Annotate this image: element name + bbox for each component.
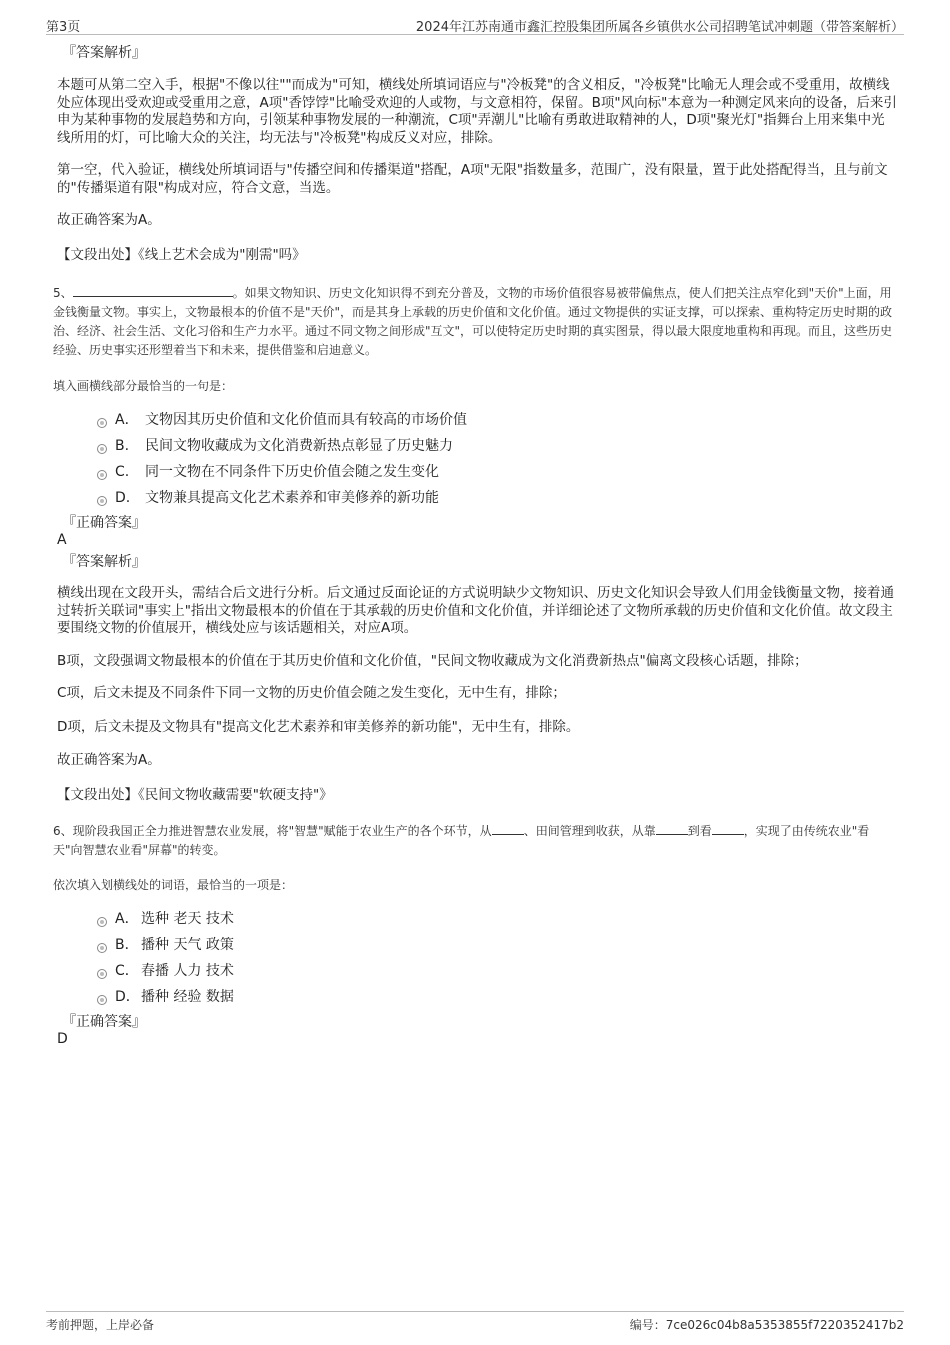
q6-option-d[interactable]: D．播种 经验 数据 (57, 987, 897, 1013)
q5-analysis-label: 『答案解析』 (62, 554, 146, 570)
q6-option-b[interactable]: B． 播种 天气 政策 (57, 935, 897, 961)
q5-option-c[interactable]: C. 同一文物在不同条件下历史价值会随之发生变化 (57, 462, 897, 488)
radio-icon[interactable] (97, 470, 107, 480)
q5-blank (73, 284, 233, 297)
q4-conclusion: 故正确答案为A。 (57, 212, 161, 228)
q4-source: 【文段出处】《线上艺术会成为"刚需"吗》 (57, 246, 306, 263)
document-code: 编号：7ce026c04b8a5353855f7220352417b2 (629, 1318, 904, 1332)
q5-stem (53, 284, 897, 360)
q5-conclusion: 故正确答案为A。 (57, 752, 161, 768)
q5-prompt: 填入画横线部分最恰当的一句是： (53, 379, 234, 393)
q5-analysis-para4: D项，后文未提及文物具有"提高文化艺术素养和审美修养的新功能"，无中生有，排除。 (57, 718, 580, 735)
radio-icon[interactable] (97, 418, 107, 428)
q4-analysis-label: 『答案解析』 (62, 45, 146, 61)
q5-number: 5、 (53, 286, 73, 300)
q6-blank-2 (656, 822, 688, 835)
radio-icon[interactable] (97, 943, 107, 953)
q6-number: 6、 (53, 824, 73, 838)
radio-icon[interactable] (97, 496, 107, 506)
q5-analysis-para2: B项，文段强调文物最根本的价值在于其历史价值和文化价值，"民间文物收藏成为文化消费新热点"偏离文段核心话题，排除； (57, 652, 808, 669)
page-content (53, 44, 897, 1048)
page-header (46, 14, 904, 35)
q6-options (57, 909, 897, 1013)
page-footer (46, 1311, 904, 1334)
q6-option-a[interactable]: A． 选种 老天 技术 (57, 909, 897, 935)
q5-text: 。如果文物知识、历史文化知识得不到充分普及，文物的市场价值很容易被带偏焦点，使人们把关注点窄化到"天价"上面，用金钱衡量文物。事实上，文物最根本的价值不是"天价"，而是其身上承载的历史价值和文化价值。通过文物提供的实证支撑，可以探索、重构特定历史时期的政治、经济、社会生活、文化习俗和生产力水平。通过不同文物之间形成"互文"，可以使特定历史时期的真实图景，得以最大限度地重构和再现。而且，这些历史经验、历史事实还形塑着当下和未来，提供借鉴和启迪意义。 (53, 286, 893, 357)
radio-icon[interactable] (97, 969, 107, 979)
page-number: 第3页 (46, 20, 81, 35)
q5-option-d[interactable]: D. 文物兼具提高文化艺术素养和审美修养的新功能 (57, 488, 897, 514)
q5-correct-answer: A (57, 532, 67, 548)
q4-analysis-para1: 本题可从第二空入手，根据"不像以往""而成为"可知，横线处所填词语应与"冷板凳"的含义相反，"冷板凳"比喻无人理会或不受重用，故横线处应体现出受欢迎或受重用之意，A项"香饽饽"比喻受欢迎的人或物，与文意相符，保留。B项"风向标"本意为一种测定风来向的设备，后来引申为某种事物的发展趋势和方向，引领某种事物发展的一种潮流，C项"弄潮儿"比喻有勇敢进取精神的人，D项"聚光灯"指舞台上用来集中光线所用的灯，可比喻大众的关注，均无法与"冷板凳"构成反义对应，排除。 (57, 77, 897, 146)
q6-blank-1 (492, 822, 524, 835)
q5-correct-label: 『正确答案』 (62, 515, 146, 531)
q5-analysis-para3: C项，后文未提及不同条件下同一文物的历史价值会随之发生变化，无中生有，排除； (57, 685, 566, 701)
footer-slogan: 考前押题，上岸必备 (46, 1318, 155, 1332)
q6-option-c[interactable]: C． 春播 人力 技术 (57, 961, 897, 987)
q4-analysis-para2: 第一空，代入验证，横线处所填词语与"传播空间和传播渠道"搭配，A项"无限"指数量多，范围广，没有限量，置于此处搭配得当，且与前文的"传播渠道有限"构成对应，符合文意，当选。 (57, 162, 888, 196)
q6-prompt: 依次填入划横线处的词语，最恰当的一项是： (53, 878, 294, 892)
radio-icon[interactable] (97, 995, 107, 1005)
q5-options (57, 410, 897, 514)
q5-option-a[interactable]: A． 文物因其历史价值和文化价值而具有较高的市场价值 (57, 410, 897, 436)
q6-correct-answer: D (57, 1031, 68, 1047)
q6-correct-label: 『正确答案』 (62, 1014, 146, 1030)
radio-icon[interactable] (97, 917, 107, 927)
radio-icon[interactable] (97, 444, 107, 454)
document-title: 2024年江苏南通市鑫汇控股集团所属各乡镇供水公司招聘笔试冲刺题（带答案解析） (415, 20, 904, 35)
q5-analysis-para1: 横线出现在文段开头，需结合后文进行分析。后文通过反面论证的方式说明缺少文物知识、历史文化知识会导致人们用金钱衡量文物，接着通过转折关联词"事实上"指出文物最根本的价值在于其承载的历史价值和文化价值，并详细论述了文物所承载的历史价值和文化价值。故文段主要围绕文物的价值展开，横线处应与该话题相关，对应A项。 (57, 585, 894, 636)
q5-source: 【文段出处】《民间文物收藏需要"软硬支持"》 (57, 786, 333, 803)
q6-stem: 6、现阶段我国正全力推进智慧农业发展，将"智慧"赋能于农业生产的各个环节，从 、田间管理到收获，从靠 到看 ，实现了由传统农业"看天"向智慧农业看"屏幕"的转变。 (53, 824, 870, 857)
q5-option-b[interactable]: B. 民间文物收藏成为文化消费新热点彰显了历史魅力 (57, 436, 897, 462)
q6-blank-3 (712, 822, 744, 835)
